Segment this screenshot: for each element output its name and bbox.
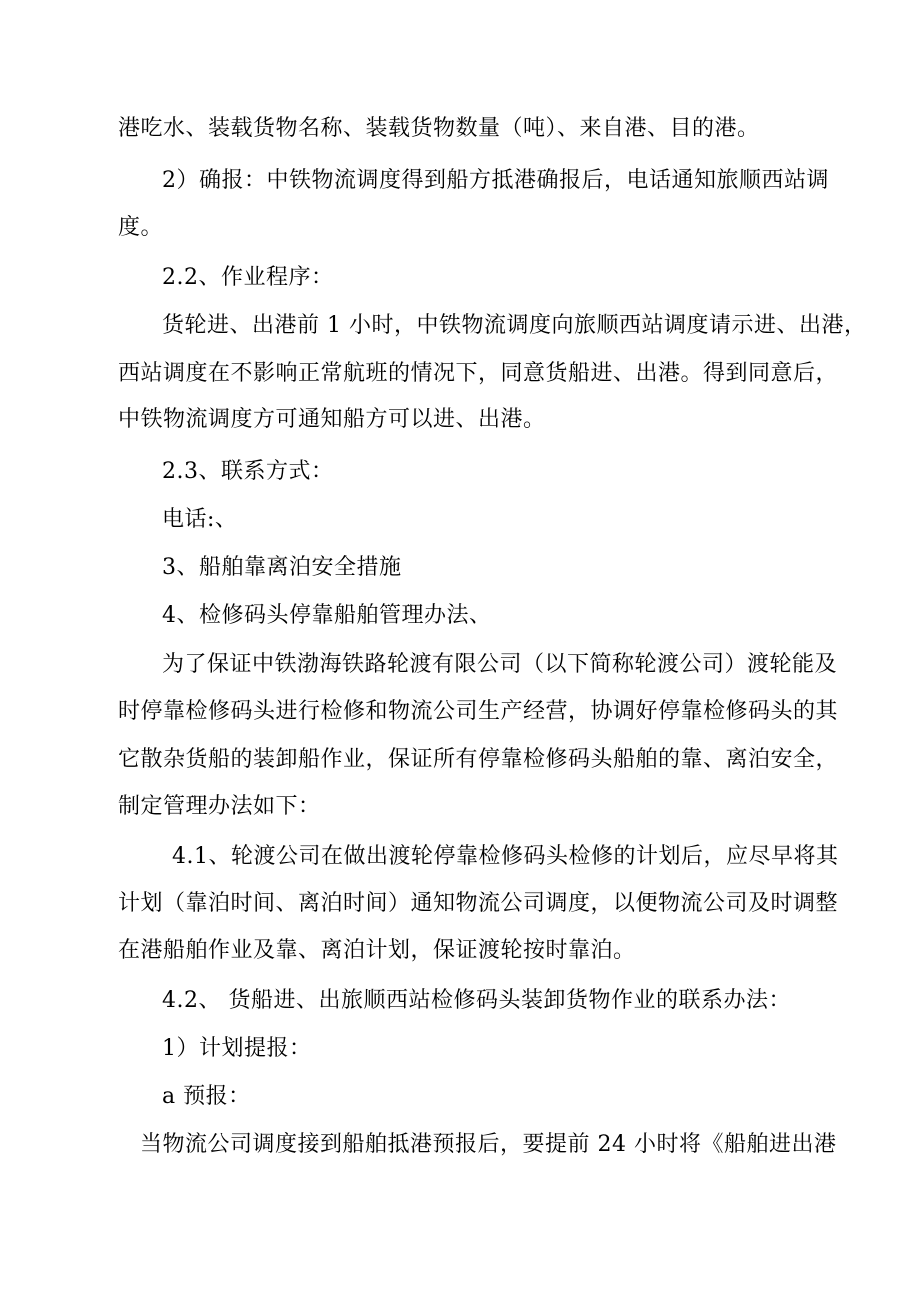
text-line: 西站调度在不影响正常航班的情况下，同意货船进、出港。得到同意后，: [118, 361, 839, 386]
text-line: 港吃水、装载货物名称、装载货物数量（吨）、来自港、目的港。: [118, 116, 760, 141]
section-heading: 2.3、联系方式：: [162, 459, 334, 484]
text-line: a 预报：: [162, 1084, 251, 1109]
section-heading: 4、检修码头停靠船舶管理办法、: [162, 603, 492, 628]
section-heading: 4.2、 货船进、出旅顺西站检修码头装卸货物作业的联系办法：: [162, 988, 791, 1013]
text-line: 1）计划提报：: [162, 1036, 312, 1061]
text-line: 在港船舶作业及靠、离泊计划，保证渡轮按时靠泊。: [118, 938, 636, 963]
text-line: 为了保证中铁渤海铁路轮渡有限公司（以下简称轮渡公司）渡轮能及: [162, 652, 838, 677]
text-line: 度。: [118, 215, 164, 240]
section-heading: 3、船舶靠离泊安全措施: [162, 555, 402, 580]
section-heading: 2.2、作业程序：: [162, 265, 334, 290]
text-line: 电话:、: [162, 507, 238, 532]
text-line: 4.1、轮渡公司在做出渡轮停靠检修码头检修的计划后，应尽早将其: [172, 844, 839, 869]
text-line: 2）确报：中铁物流调度得到船方抵港确报后，电话通知旅顺西站调: [162, 168, 829, 193]
text-line: 计划（靠泊时间、离泊时间）通知物流公司调度，以便物流公司及时调整: [118, 891, 839, 916]
text-line: 它散杂货船的装卸船作业，保证所有停靠检修码头船舶的靠、离泊安全，: [118, 747, 839, 772]
text-line: 中铁物流调度方可通知船方可以进、出港。: [118, 407, 546, 432]
text-line: 货轮进、出港前 1 小时，中铁物流调度向旅顺西站调度请示进、出港，: [162, 313, 867, 338]
text-line: 制定管理办法如下：: [118, 794, 321, 819]
text-line: 时停靠检修码头进行检修和物流公司生产经营，协调好停靠检修码头的其: [118, 699, 839, 724]
text-line: 当物流公司调度接到船舶抵港预报后，要提前 24 小时将《船舶进出港: [140, 1132, 837, 1157]
